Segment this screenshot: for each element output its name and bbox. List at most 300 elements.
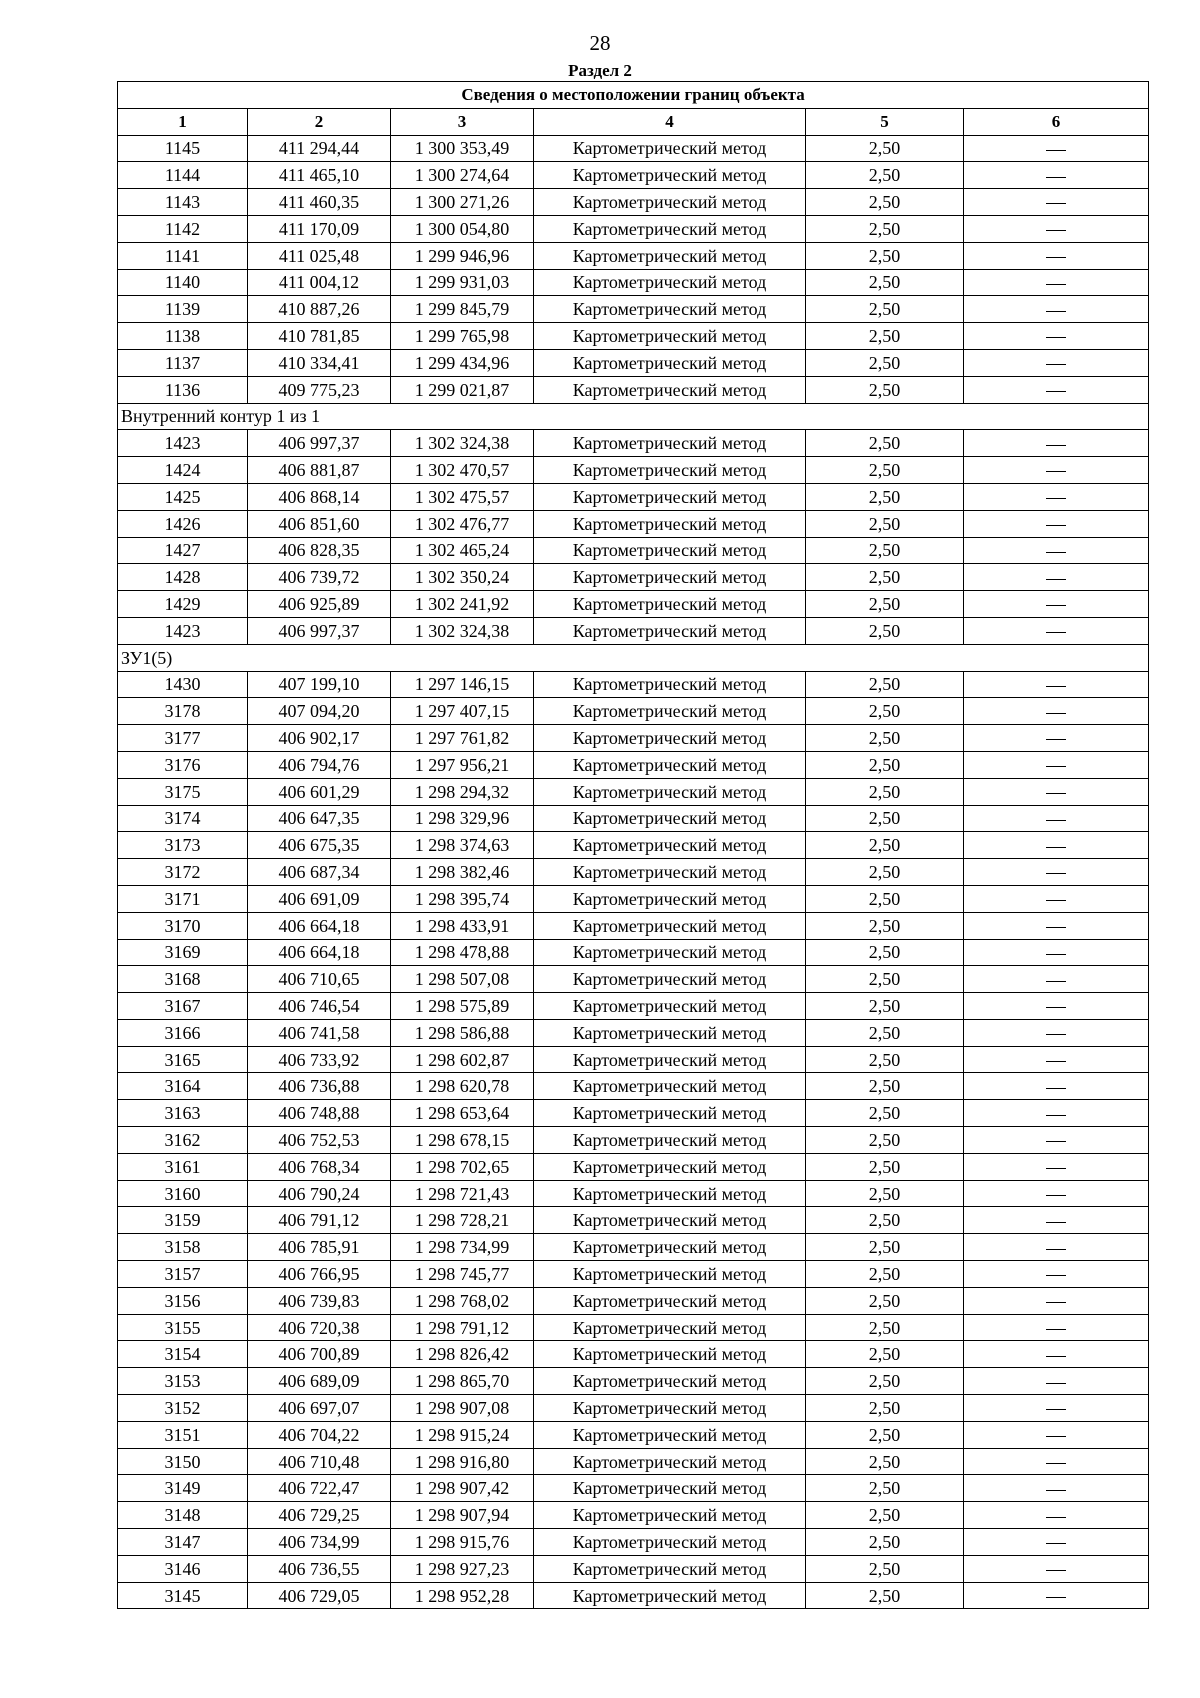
x-coordinate-cell: 409 775,23 [248,376,391,403]
description-cell [964,1475,1149,1502]
method-cell: Картометрический метод [534,1368,806,1395]
method-cell: Картометрический метод [534,859,806,886]
x-coordinate-cell: 410 334,41 [248,349,391,376]
accuracy-cell: 2,50 [806,323,964,350]
dash-mark [1046,1490,1066,1491]
dash-mark [1046,150,1066,151]
method-cell: Картометрический метод [534,1475,806,1502]
description-cell [964,349,1149,376]
accuracy-cell: 2,50 [806,805,964,832]
x-coordinate-cell: 406 868,14 [248,483,391,510]
dash-mark [1046,364,1066,365]
table-row [118,1502,1149,1529]
point-number-cell: 1423 [118,430,248,457]
x-coordinate-cell: 411 460,35 [248,189,391,216]
point-number-cell: 1425 [118,483,248,510]
y-coordinate-cell: 1 298 329,96 [391,805,534,832]
table-row [118,457,1149,484]
accuracy-cell: 2,50 [806,1180,964,1207]
y-coordinate-cell: 1 300 353,49 [391,135,534,162]
dash-mark [1046,632,1066,633]
description-cell [964,1368,1149,1395]
dash-mark [1046,1463,1066,1464]
description-cell [964,912,1149,939]
accuracy-cell: 2,50 [806,1314,964,1341]
table-row [118,859,1149,886]
x-coordinate-cell: 411 004,12 [248,269,391,296]
point-number-cell: 3151 [118,1421,248,1448]
dash-mark [1046,1570,1066,1571]
x-coordinate-cell: 411 465,10 [248,162,391,189]
method-cell: Картометрический метод [534,885,806,912]
method-cell: Картометрический метод [534,1046,806,1073]
point-number-cell: 3155 [118,1314,248,1341]
point-number-cell: 1427 [118,537,248,564]
point-number-cell: 3165 [118,1046,248,1073]
column-header-2: 2 [248,108,391,135]
table-row [118,1341,1149,1368]
dash-mark [1046,766,1066,767]
y-coordinate-cell: 1 298 294,32 [391,778,534,805]
x-coordinate-cell: 406 997,37 [248,430,391,457]
x-coordinate-cell: 406 997,37 [248,617,391,644]
point-number-cell: 3166 [118,1019,248,1046]
y-coordinate-cell: 1 298 678,15 [391,1127,534,1154]
dash-mark [1046,1436,1066,1437]
y-coordinate-cell: 1 298 745,77 [391,1261,534,1288]
dash-mark [1046,1115,1066,1116]
point-number-cell: 3161 [118,1153,248,1180]
description-cell [964,1180,1149,1207]
y-coordinate-cell: 1 298 915,76 [391,1529,534,1556]
method-cell: Картометрический метод [534,671,806,698]
x-coordinate-cell: 411 025,48 [248,242,391,269]
x-coordinate-cell: 406 752,53 [248,1127,391,1154]
method-cell: Картометрический метод [534,1314,806,1341]
description-cell [964,1555,1149,1582]
description-cell [964,885,1149,912]
table-header [118,82,1149,136]
method-cell: Картометрический метод [534,457,806,484]
accuracy-cell: 2,50 [806,430,964,457]
x-coordinate-cell: 406 739,72 [248,564,391,591]
description-cell [964,778,1149,805]
method-cell: Картометрический метод [534,1448,806,1475]
x-coordinate-cell: 406 722,47 [248,1475,391,1502]
x-coordinate-cell: 406 687,34 [248,859,391,886]
method-cell: Картометрический метод [534,912,806,939]
description-cell [964,1421,1149,1448]
group-label: Внутренний контур 1 из 1 [118,403,1149,430]
description-cell [964,323,1149,350]
dash-mark [1046,525,1066,526]
x-coordinate-cell: 406 720,38 [248,1314,391,1341]
table-row [118,376,1149,403]
accuracy-cell: 2,50 [806,859,964,886]
group-label: ЗУ1(5) [118,644,1149,671]
dash-mark [1046,847,1066,848]
column-header-3: 3 [391,108,534,135]
dash-mark [1046,391,1066,392]
point-number-cell: 3146 [118,1555,248,1582]
accuracy-cell: 2,50 [806,135,964,162]
y-coordinate-cell: 1 297 407,15 [391,698,534,725]
point-number-cell: 1138 [118,323,248,350]
table-row [118,1368,1149,1395]
dash-mark [1046,1356,1066,1357]
dash-mark [1046,900,1066,901]
accuracy-cell: 2,50 [806,1341,964,1368]
method-cell: Картометрический метод [534,1582,806,1609]
accuracy-cell: 2,50 [806,537,964,564]
description-cell [964,698,1149,725]
method-cell: Картометрический метод [534,832,806,859]
method-cell: Картометрический метод [534,215,806,242]
description-cell [964,510,1149,537]
point-number-cell: 3167 [118,993,248,1020]
accuracy-cell: 2,50 [806,457,964,484]
y-coordinate-cell: 1 297 956,21 [391,751,534,778]
accuracy-cell: 2,50 [806,483,964,510]
accuracy-cell: 2,50 [806,242,964,269]
description-cell [964,805,1149,832]
y-coordinate-cell: 1 298 907,08 [391,1395,534,1422]
y-coordinate-cell: 1 298 586,88 [391,1019,534,1046]
dash-mark [1046,1141,1066,1142]
table-row [118,671,1149,698]
table-row [118,1207,1149,1234]
y-coordinate-cell: 1 302 350,24 [391,564,534,591]
dash-mark [1046,1222,1066,1223]
y-coordinate-cell: 1 297 146,15 [391,671,534,698]
point-number-cell: 3163 [118,1100,248,1127]
table-row [118,778,1149,805]
table-row [118,135,1149,162]
dash-mark [1046,981,1066,982]
x-coordinate-cell: 406 647,35 [248,805,391,832]
method-cell: Картометрический метод [534,242,806,269]
x-coordinate-cell: 406 691,09 [248,885,391,912]
y-coordinate-cell: 1 302 475,57 [391,483,534,510]
x-coordinate-cell: 406 729,25 [248,1502,391,1529]
table-row [118,966,1149,993]
description-cell [964,1207,1149,1234]
description-cell [964,591,1149,618]
column-header-1: 1 [118,108,248,135]
x-coordinate-cell: 406 664,18 [248,939,391,966]
description-cell [964,1529,1149,1556]
point-number-cell: 1428 [118,564,248,591]
accuracy-cell: 2,50 [806,698,964,725]
accuracy-cell: 2,50 [806,1073,964,1100]
x-coordinate-cell: 411 294,44 [248,135,391,162]
table-title-row [118,82,1149,109]
table-row [118,323,1149,350]
accuracy-cell: 2,50 [806,751,964,778]
method-cell: Картометрический метод [534,1207,806,1234]
method-cell: Картометрический метод [534,376,806,403]
accuracy-cell: 2,50 [806,1261,964,1288]
y-coordinate-cell: 1 302 241,92 [391,591,534,618]
x-coordinate-cell: 406 710,65 [248,966,391,993]
x-coordinate-cell: 406 736,55 [248,1555,391,1582]
point-number-cell: 1423 [118,617,248,644]
point-number-cell: 1139 [118,296,248,323]
section-title: Раздел 2 [568,61,632,80]
dash-mark [1046,284,1066,285]
description-cell [964,430,1149,457]
x-coordinate-cell: 406 766,95 [248,1261,391,1288]
point-number-cell: 1426 [118,510,248,537]
accuracy-cell: 2,50 [806,349,964,376]
table-row [118,939,1149,966]
y-coordinate-cell: 1 298 768,02 [391,1287,534,1314]
table-row [118,242,1149,269]
method-cell: Картометрический метод [534,725,806,752]
dash-mark [1046,1302,1066,1303]
x-coordinate-cell: 406 768,34 [248,1153,391,1180]
point-number-cell: 1141 [118,242,248,269]
x-coordinate-cell: 406 748,88 [248,1100,391,1127]
dash-mark [1046,1543,1066,1544]
dash-mark [1046,1275,1066,1276]
dash-mark [1046,1597,1066,1598]
table-row [118,537,1149,564]
y-coordinate-cell: 1 299 931,03 [391,269,534,296]
description-cell [964,1019,1149,1046]
method-cell: Картометрический метод [534,1100,806,1127]
accuracy-cell: 2,50 [806,189,964,216]
y-coordinate-cell: 1 298 952,28 [391,1582,534,1609]
table-body [118,135,1149,1609]
point-number-cell: 1142 [118,215,248,242]
point-number-cell: 3162 [118,1127,248,1154]
dash-mark [1046,873,1066,874]
accuracy-cell: 2,50 [806,832,964,859]
y-coordinate-cell: 1 298 382,46 [391,859,534,886]
y-coordinate-cell: 1 298 791,12 [391,1314,534,1341]
method-cell: Картометрический метод [534,564,806,591]
accuracy-cell: 2,50 [806,1234,964,1261]
point-number-cell: 3168 [118,966,248,993]
x-coordinate-cell: 406 881,87 [248,457,391,484]
method-cell: Картометрический метод [534,135,806,162]
description-cell [964,1314,1149,1341]
method-cell: Картометрический метод [534,1261,806,1288]
point-number-cell: 3149 [118,1475,248,1502]
method-cell: Картометрический метод [534,966,806,993]
method-cell: Картометрический метод [534,1421,806,1448]
accuracy-cell: 2,50 [806,564,964,591]
point-number-cell: 3164 [118,1073,248,1100]
description-cell [964,1582,1149,1609]
accuracy-cell: 2,50 [806,1582,964,1609]
y-coordinate-cell: 1 302 470,57 [391,457,534,484]
x-coordinate-cell: 406 601,29 [248,778,391,805]
method-cell: Картометрический метод [534,698,806,725]
dash-mark [1046,1409,1066,1410]
dash-mark [1046,257,1066,258]
dash-mark [1046,498,1066,499]
dash-mark [1046,1195,1066,1196]
point-number-cell: 1140 [118,269,248,296]
accuracy-cell: 2,50 [806,510,964,537]
description-cell [964,859,1149,886]
accuracy-cell: 2,50 [806,162,964,189]
method-cell: Картометрический метод [534,1529,806,1556]
dash-mark [1046,203,1066,204]
point-number-cell: 3145 [118,1582,248,1609]
method-cell: Картометрический метод [534,751,806,778]
accuracy-cell: 2,50 [806,1019,964,1046]
table-row [118,1019,1149,1046]
description-cell [964,1046,1149,1073]
y-coordinate-cell: 1 298 374,63 [391,832,534,859]
method-cell: Картометрический метод [534,269,806,296]
description-cell [964,1341,1149,1368]
point-number-cell: 1137 [118,349,248,376]
table-row [118,698,1149,725]
table-row [118,591,1149,618]
table-row [118,1529,1149,1556]
column-header-4: 4 [534,108,806,135]
x-coordinate-cell: 406 791,12 [248,1207,391,1234]
description-cell [964,617,1149,644]
table-row [118,215,1149,242]
accuracy-cell: 2,50 [806,778,964,805]
y-coordinate-cell: 1 298 907,42 [391,1475,534,1502]
method-cell: Картометрический метод [534,296,806,323]
accuracy-cell: 2,50 [806,885,964,912]
accuracy-cell: 2,50 [806,269,964,296]
point-number-cell: 3147 [118,1529,248,1556]
table-row [118,725,1149,752]
table-row [118,1582,1149,1609]
point-number-cell: 1136 [118,376,248,403]
dash-mark [1046,954,1066,955]
x-coordinate-cell: 406 925,89 [248,591,391,618]
description-cell [964,1234,1149,1261]
y-coordinate-cell: 1 299 946,96 [391,242,534,269]
accuracy-cell: 2,50 [806,1046,964,1073]
y-coordinate-cell: 1 298 927,23 [391,1555,534,1582]
point-number-cell: 3178 [118,698,248,725]
description-cell [964,296,1149,323]
method-cell: Картометрический метод [534,1153,806,1180]
table-row [118,1555,1149,1582]
y-coordinate-cell: 1 299 021,87 [391,376,534,403]
accuracy-cell: 2,50 [806,1153,964,1180]
point-number-cell: 3157 [118,1261,248,1288]
y-coordinate-cell: 1 302 465,24 [391,537,534,564]
method-cell: Картометрический метод [534,939,806,966]
dash-mark [1046,1517,1066,1518]
table-title: Сведения о местоположении границ объекта [118,82,1149,109]
accuracy-cell: 2,50 [806,215,964,242]
y-coordinate-cell: 1 298 915,24 [391,1421,534,1448]
x-coordinate-cell: 406 828,35 [248,537,391,564]
x-coordinate-cell: 410 781,85 [248,323,391,350]
y-coordinate-cell: 1 298 575,89 [391,993,534,1020]
method-cell: Картометрический метод [534,483,806,510]
page-number: 28 [589,31,611,55]
point-number-cell: 3156 [118,1287,248,1314]
dash-mark [1046,1168,1066,1169]
x-coordinate-cell: 406 741,58 [248,1019,391,1046]
accuracy-cell: 2,50 [806,617,964,644]
y-coordinate-cell: 1 298 728,21 [391,1207,534,1234]
table-row [118,296,1149,323]
column-number-row [118,108,1149,135]
x-coordinate-cell: 406 689,09 [248,1368,391,1395]
method-cell: Картометрический метод [534,430,806,457]
y-coordinate-cell: 1 298 507,08 [391,966,534,993]
y-coordinate-cell: 1 298 734,99 [391,1234,534,1261]
group-header-row [118,403,1149,430]
method-cell: Картометрический метод [534,1341,806,1368]
dash-mark [1046,820,1066,821]
x-coordinate-cell: 406 851,60 [248,510,391,537]
dash-mark [1046,1329,1066,1330]
point-number-cell: 1145 [118,135,248,162]
y-coordinate-cell: 1 298 433,91 [391,912,534,939]
accuracy-cell: 2,50 [806,671,964,698]
description-cell [964,1073,1149,1100]
table-row [118,483,1149,510]
accuracy-cell: 2,50 [806,376,964,403]
method-cell: Картометрический метод [534,1395,806,1422]
point-number-cell: 3152 [118,1395,248,1422]
method-cell: Картометрический метод [534,778,806,805]
method-cell: Картометрический метод [534,1073,806,1100]
accuracy-cell: 2,50 [806,1475,964,1502]
dash-mark [1046,793,1066,794]
point-number-cell: 3153 [118,1368,248,1395]
table-row [118,912,1149,939]
x-coordinate-cell: 406 664,18 [248,912,391,939]
table-row [118,805,1149,832]
table-row [118,430,1149,457]
table-row [118,1314,1149,1341]
boundary-coordinates-table [117,81,1149,1609]
table-row [118,1234,1149,1261]
y-coordinate-cell: 1 298 826,42 [391,1341,534,1368]
x-coordinate-cell: 410 887,26 [248,296,391,323]
y-coordinate-cell: 1 298 907,94 [391,1502,534,1529]
table-row [118,1475,1149,1502]
dash-mark [1046,1007,1066,1008]
point-number-cell: 3158 [118,1234,248,1261]
x-coordinate-cell: 406 697,07 [248,1395,391,1422]
point-number-cell: 3172 [118,859,248,886]
point-number-cell: 3177 [118,725,248,752]
method-cell: Картометрический метод [534,1287,806,1314]
x-coordinate-cell: 407 199,10 [248,671,391,698]
description-cell [964,1153,1149,1180]
description-cell [964,993,1149,1020]
x-coordinate-cell: 406 704,22 [248,1421,391,1448]
description-cell [964,483,1149,510]
y-coordinate-cell: 1 299 765,98 [391,323,534,350]
method-cell: Картометрический метод [534,349,806,376]
x-coordinate-cell: 407 094,20 [248,698,391,725]
description-cell [964,269,1149,296]
method-cell: Картометрический метод [534,617,806,644]
table-row [118,1127,1149,1154]
accuracy-cell: 2,50 [806,993,964,1020]
y-coordinate-cell: 1 298 653,64 [391,1100,534,1127]
dash-mark [1046,605,1066,606]
